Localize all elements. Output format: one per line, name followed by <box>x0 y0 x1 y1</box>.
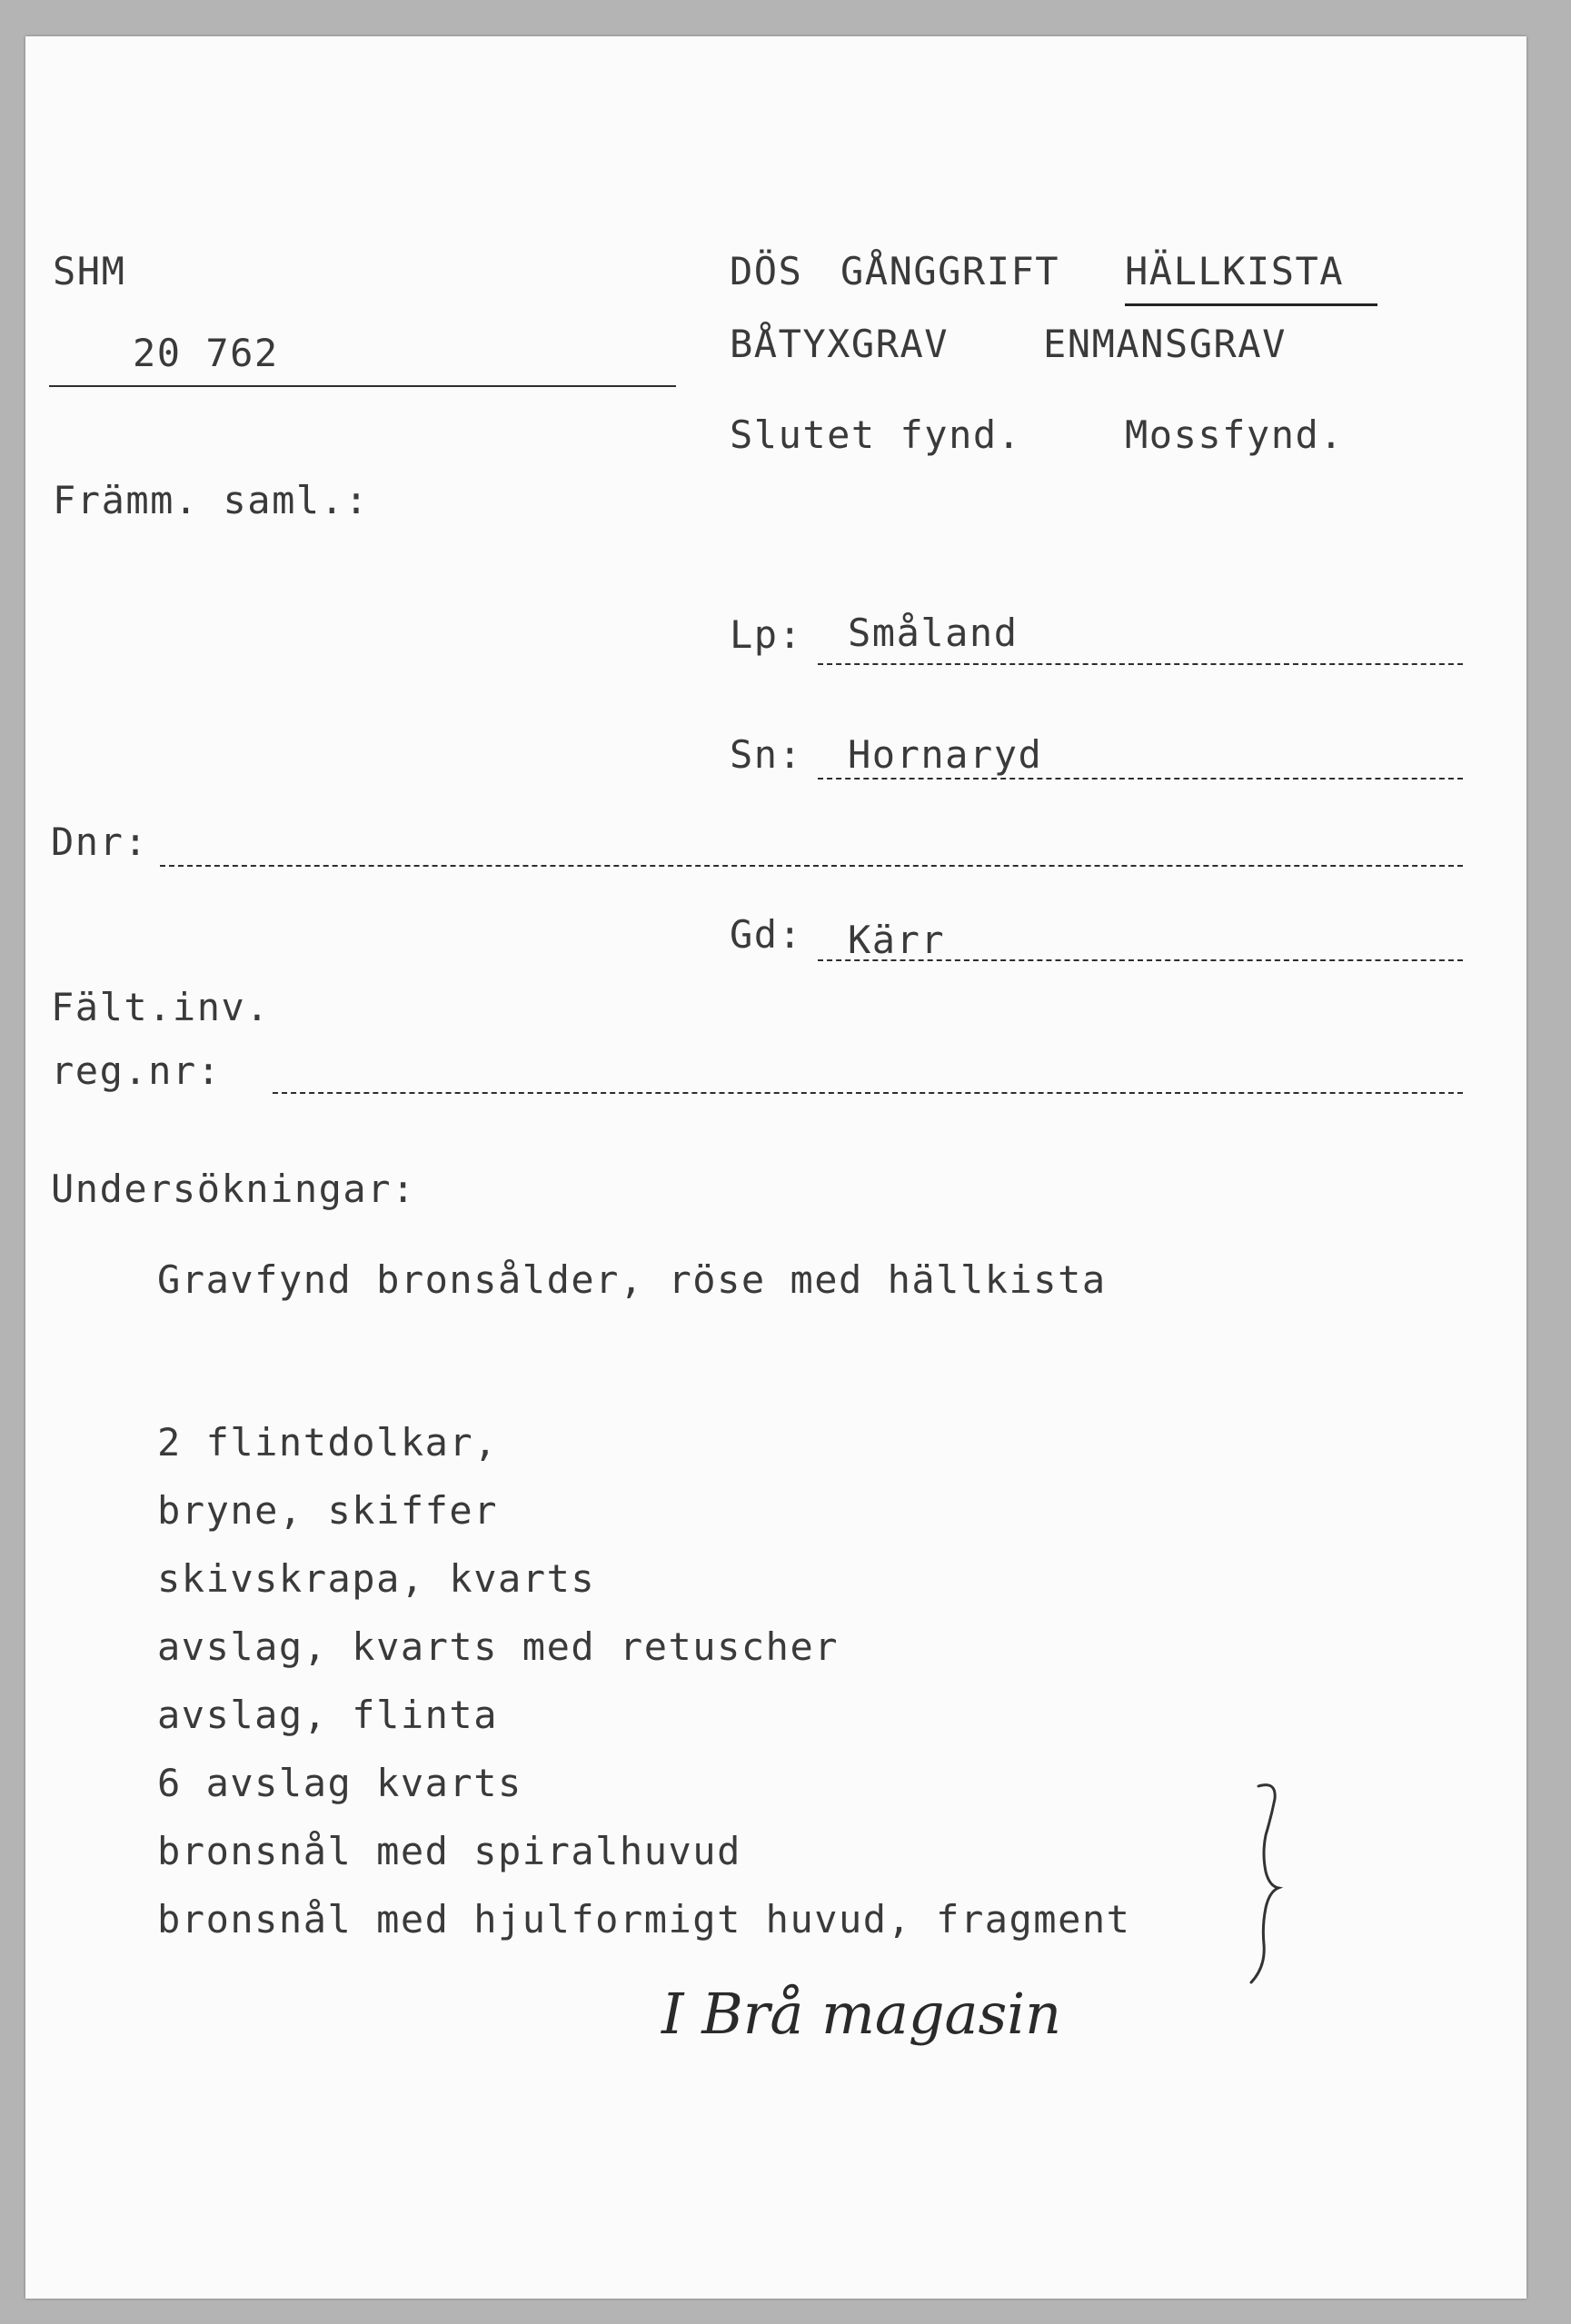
handwritten-note-text: I Brå magasin <box>661 1981 1062 2047</box>
lp-label: Lp: <box>730 612 803 657</box>
dnr-line <box>160 865 1463 867</box>
lp-value: Småland <box>848 611 1019 655</box>
list-item: avslag, kvarts med retuscher <box>157 1624 840 1669</box>
sn-line <box>818 778 1463 780</box>
hallkista-underline <box>1125 303 1377 306</box>
handwritten-brace <box>1238 1781 1293 1990</box>
list-item: 2 flintdolkar, <box>157 1420 499 1465</box>
grave-type-enmansgrav: ENMANSGRAV <box>1043 322 1287 366</box>
grave-type-hallkista: HÄLLKISTA <box>1125 249 1345 293</box>
find-type-slutet: Slutet fynd. <box>730 412 1022 457</box>
grave-type-dos: DÖS <box>730 249 803 293</box>
list-item: skivskrapa, kvarts <box>157 1556 596 1601</box>
falt-inv-label: Fält.inv. <box>51 985 271 1029</box>
grave-type-ganggrift: GÅNGGRIFT <box>840 249 1060 293</box>
find-list <box>157 1408 1130 1953</box>
list-item: bryne, skiffer <box>157 1488 499 1533</box>
reg-nr-label: reg.nr: <box>51 1048 222 1093</box>
lp-line <box>818 663 1463 665</box>
sn-label: Sn: <box>730 732 803 777</box>
framm-saml-label: Främm. saml.: <box>53 478 370 522</box>
handwritten-note <box>661 1981 1061 2047</box>
catalog-card <box>25 36 1526 2299</box>
list-item: 6 avslag kvarts <box>157 1761 522 1805</box>
museum-code: SHM <box>53 249 126 293</box>
find-type-mossfynd: Mossfynd. <box>1125 412 1345 457</box>
reg-nr-line <box>273 1092 1463 1094</box>
find-description: Gravfynd bronsålder, röse med hällkista <box>157 1257 1107 1302</box>
inventory-number: 20 762 <box>133 331 279 375</box>
list-item: bronsnål med hjulformigt huvud, fragment <box>157 1897 1131 1942</box>
dnr-label: Dnr: <box>51 819 149 864</box>
gd-line <box>818 959 1463 961</box>
grave-type-batyxgrav: BÅTYXGRAV <box>730 322 950 366</box>
number-underline <box>49 385 676 387</box>
undersokningar-label: Undersökningar: <box>51 1167 416 1211</box>
list-item: bronsnål med spiralhuvud <box>157 1829 741 1873</box>
gd-value: Kärr <box>848 918 946 962</box>
sn-value: Hornaryd <box>848 732 1043 777</box>
gd-label: Gd: <box>730 912 803 957</box>
list-item: avslag, flinta <box>157 1693 499 1737</box>
